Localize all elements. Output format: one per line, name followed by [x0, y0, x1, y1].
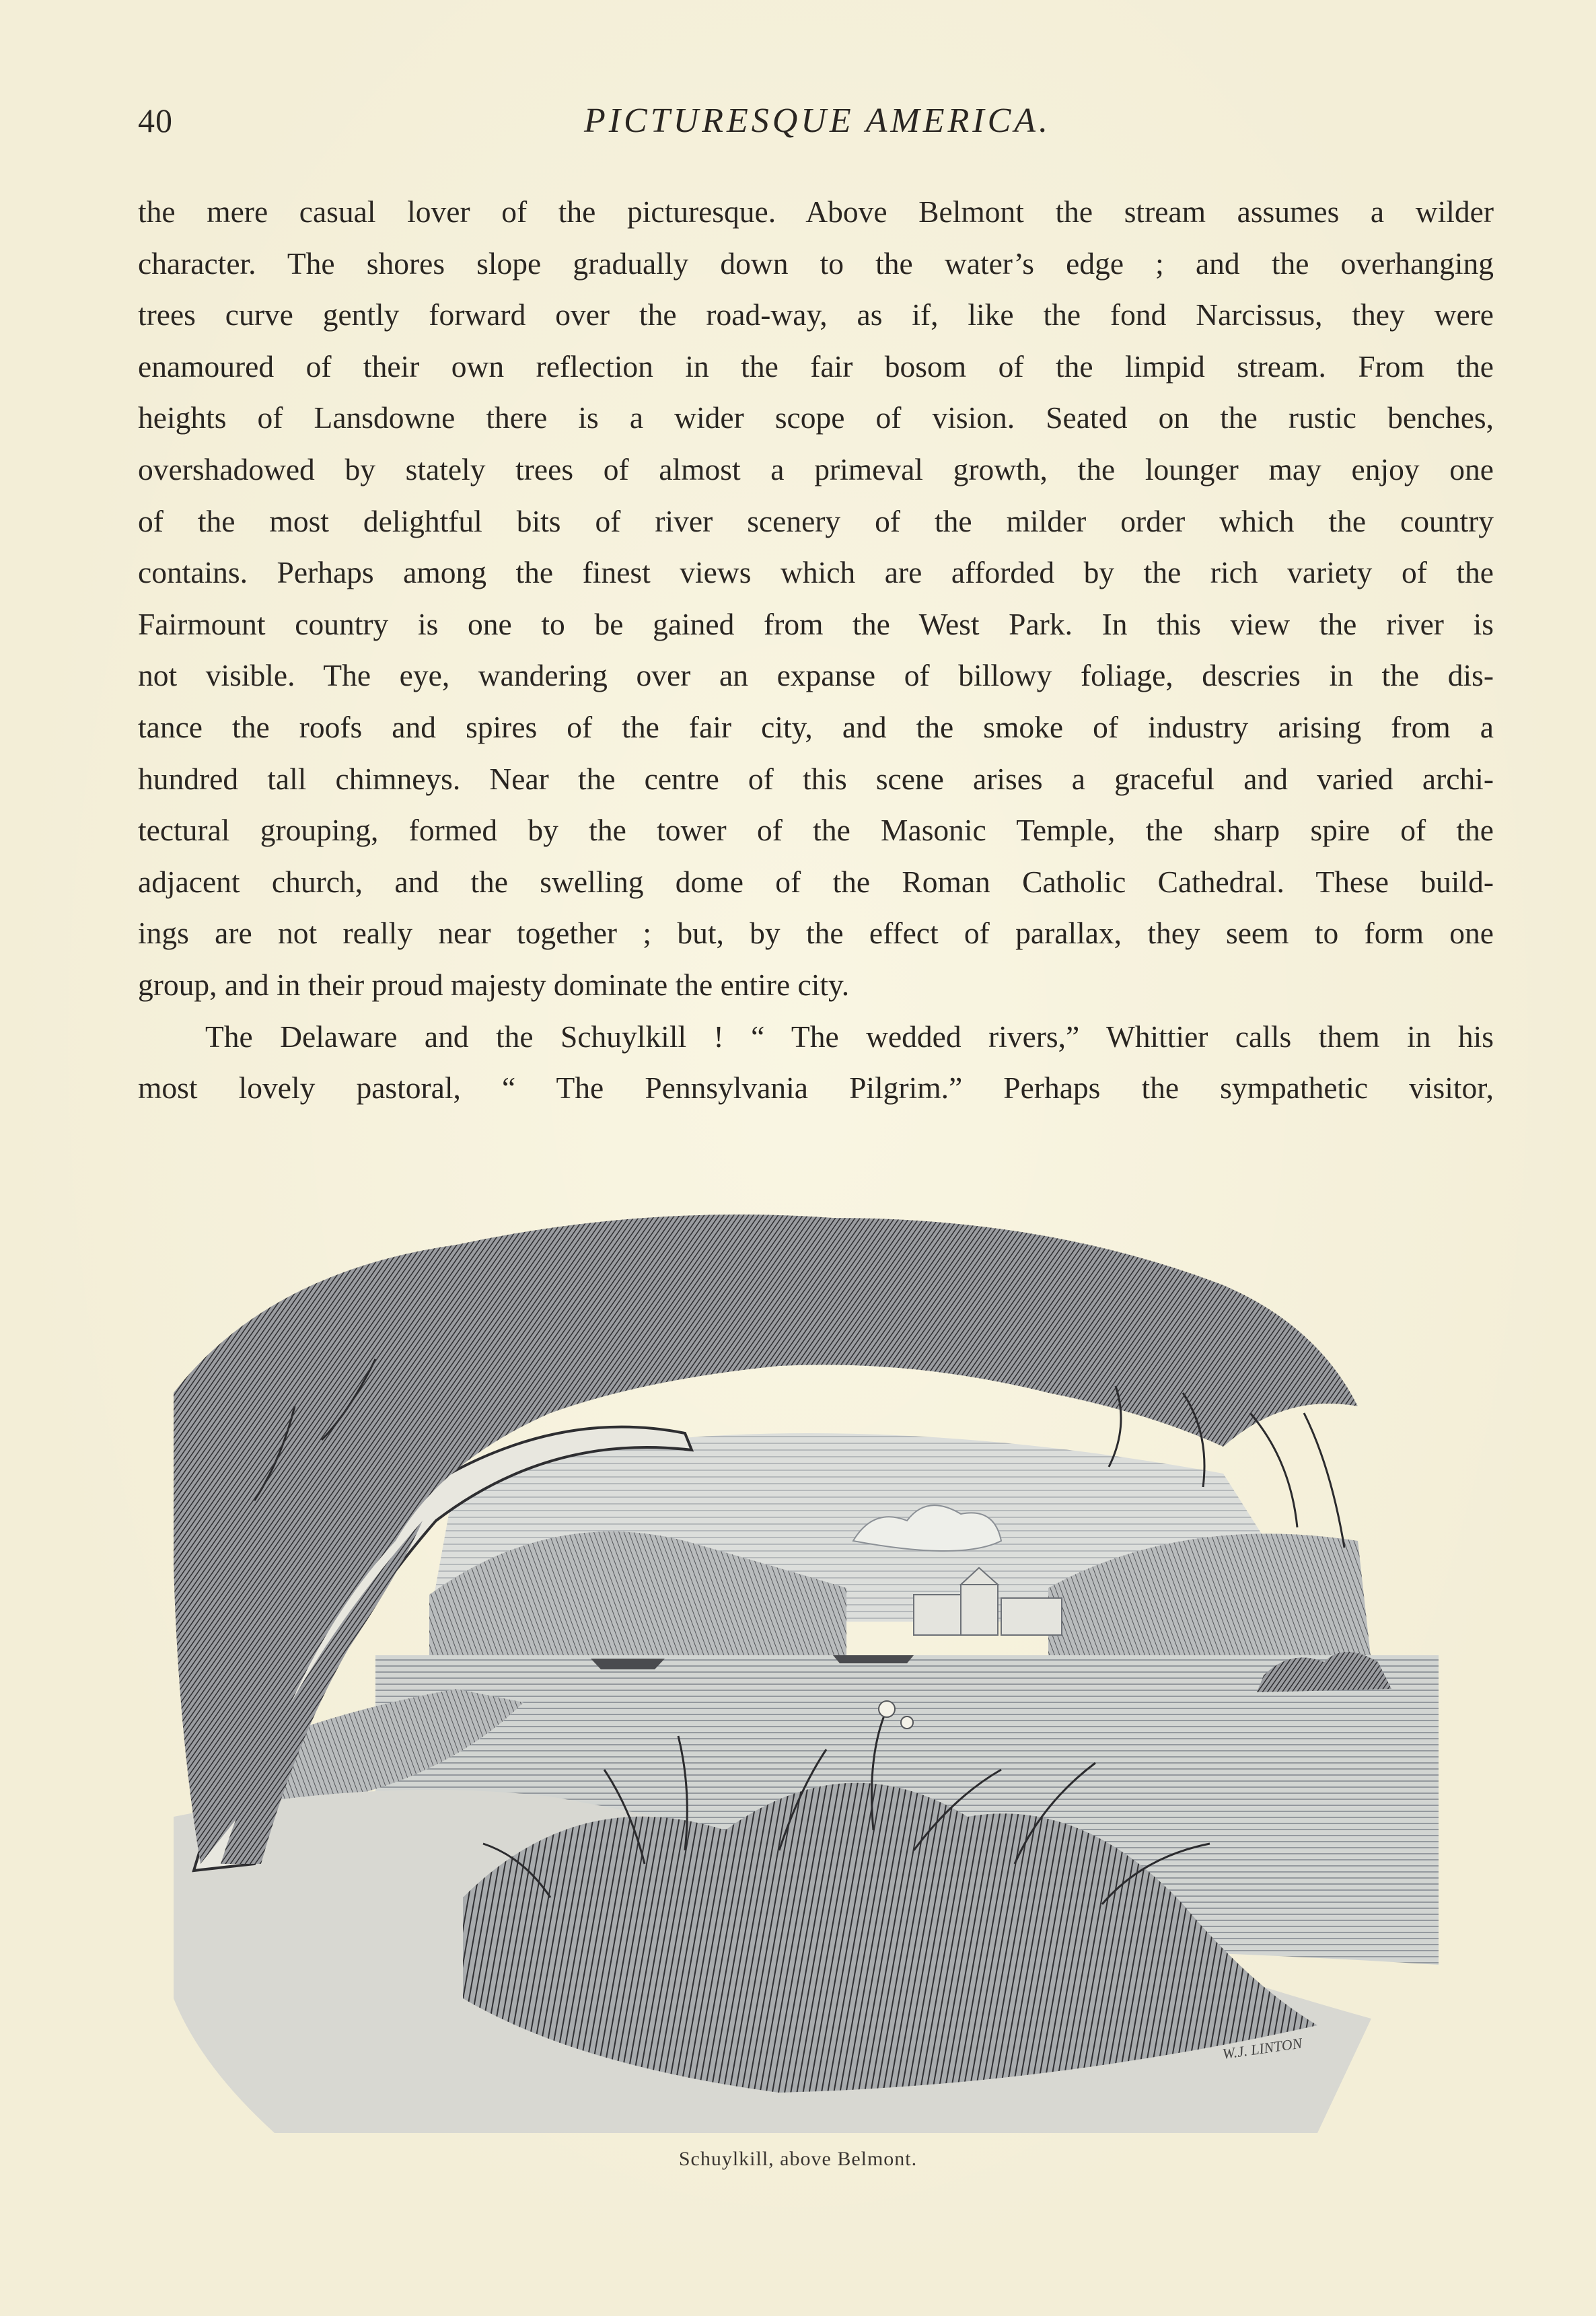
text-line: enamoured of their own reflection in the fair bosom of the limpid stream. From the: [138, 349, 1494, 384]
text-line: adjacent church, and the swelling dome of the Roman Catholic Cathedral. These build-: [138, 864, 1494, 899]
text-line: the mere casual lover of the picturesque. Above Belmont the stream assumes a wilder: [138, 194, 1494, 229]
figure-caption: Schuylkill, above Belmont.: [678, 2148, 918, 2170]
body-text: [138, 186, 1494, 1114]
text-line: trees curve gently forward over the road-way, as if, like the fond Narcissus, they were: [138, 297, 1494, 332]
text-line: overshadowed by stately trees of almost a primeval growth, the lounger may enjoy one: [138, 451, 1494, 486]
text-line-paragraph-end: group, and in their proud majesty dominate the entire city.: [138, 967, 850, 1002]
text-line: Fairmount country is one to be gained from the West Park. In this view the river is: [138, 606, 1494, 641]
text-line: tance the roofs and spires of the fair city, and the smoke of industry arising from a: [138, 709, 1494, 744]
text-line: most lovely pastoral, “ The Pennsylvania Pilgrim.” Perhaps the sympathetic visitor,: [138, 1071, 1494, 1106]
text-line: hundred tall chimneys. Near the centre of this scene arises a graceful and varied archi-: [138, 761, 1494, 796]
text-line: not visible. The eye, wandering over an expanse of billowy foliage, descries in the dis-: [138, 658, 1494, 693]
engraver-signature: W.J. LINTON: [1221, 2034, 1303, 2062]
running-head: [138, 101, 1497, 155]
running-title: PICTURESQUE AMERICA.: [583, 102, 1052, 140]
text-line: of the most delightful bits of river scenery of the milder order which the country: [138, 503, 1494, 538]
text-line-paragraph-start: The Delaware and the Schuylkill ! “ The wedded rivers,” Whittier calls them in his: [205, 1019, 1494, 1054]
text-line: character. The shores slope gradually down to the water’s edge ; and the overhanging: [138, 246, 1494, 281]
engraving-svg: [174, 1191, 1452, 2133]
page-number: 40: [138, 102, 173, 139]
text-line: ings are not really near together ; but, by the effect of parallax, they seem to form one: [138, 916, 1494, 951]
text-line: heights of Lansdowne there is a wider scope of vision. Seated on the rustic benches,: [138, 400, 1494, 435]
engraving-illustration: [174, 1191, 1452, 2133]
text-line: contains. Perhaps among the finest views which are afforded by the rich variety of the: [138, 555, 1494, 590]
text-line: tectural grouping, formed by the tower of the Masonic Temple, the sharp spire of the: [138, 813, 1494, 848]
